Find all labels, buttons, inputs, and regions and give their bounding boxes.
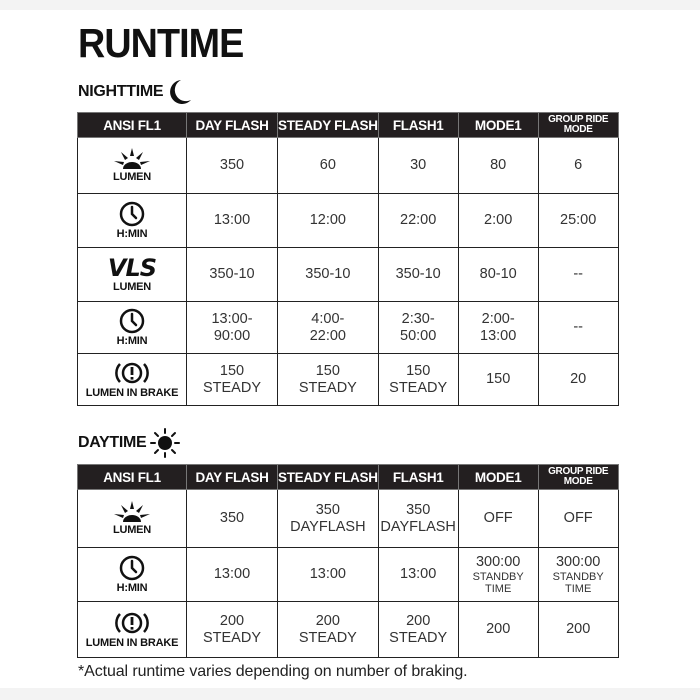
cell-value-secondary: STEADY <box>298 379 357 396</box>
clock-icon <box>119 555 145 581</box>
table-cell <box>187 548 278 602</box>
table-cell <box>187 302 278 354</box>
table-cell <box>278 548 379 602</box>
table-row <box>78 602 619 658</box>
cell-value-secondary: STEADY <box>202 629 261 646</box>
moon-icon <box>167 78 193 106</box>
cell-value: 200 <box>219 612 245 629</box>
cell-value: 60 <box>319 157 336 173</box>
cell-value-secondary: DAYFLASH <box>290 518 366 535</box>
cell-value: 25:00 <box>560 212 597 228</box>
table-header-row <box>78 465 619 490</box>
header-flash1: FLASH1 <box>378 465 458 490</box>
header-day-flash: DAY FLASH <box>187 465 278 490</box>
table-cell <box>538 548 618 602</box>
cell-value-secondary: STEADY <box>389 379 448 396</box>
cell-value-secondary: STANDBY TIME <box>472 571 524 595</box>
cell-value: 200 <box>315 612 340 629</box>
row-header-label: H:MIN <box>116 582 148 594</box>
header-ansi: ANSI FL1 <box>78 465 187 490</box>
clock-icon <box>119 201 145 227</box>
table-cell <box>458 302 538 354</box>
cell-value: -- <box>573 319 583 335</box>
cell-value: 13:00 <box>309 566 346 582</box>
header-mode1: MODE1 <box>458 113 538 138</box>
row-header-label: H:MIN <box>116 335 148 347</box>
nighttime-label: NIGHTTIME <box>78 83 164 100</box>
cell-value: 22:00 <box>400 212 437 228</box>
row-header-label: LUMEN IN BRAKE <box>85 637 179 649</box>
cell-value: 2:30- <box>401 310 435 327</box>
table-cell <box>278 602 379 658</box>
cell-value: 2:00- <box>481 310 515 327</box>
table-cell <box>538 302 618 354</box>
cell-value: 350 <box>219 510 245 526</box>
table-cell <box>378 602 458 658</box>
header-mode1: MODE1 <box>458 465 538 490</box>
cell-value: -- <box>573 266 583 282</box>
row-header-label: LUMEN <box>112 281 152 293</box>
table-cell <box>278 490 379 548</box>
table-cell <box>378 302 458 354</box>
cell-value: 150 <box>486 371 511 387</box>
table-cell <box>278 302 379 354</box>
cell-value: 80 <box>490 157 507 173</box>
table-cell <box>538 248 618 302</box>
cell-value: 350-10 <box>395 266 441 282</box>
cell-value-secondary: STEADY <box>389 629 448 646</box>
row-header <box>78 354 187 406</box>
header-group-ride-line2: MODE <box>563 124 593 135</box>
table-cell <box>538 194 618 248</box>
cell-value-secondary: STANDBY TIME <box>552 571 604 595</box>
daytime-table <box>77 464 619 658</box>
row-header-label: H:MIN <box>116 228 148 240</box>
row-header <box>78 194 187 248</box>
table-row <box>78 302 619 354</box>
cell-value-secondary: DAYFLASH <box>380 518 456 535</box>
cell-value-secondary: 90:00 <box>213 327 251 344</box>
cell-value: 350-10 <box>305 266 351 282</box>
cell-value: 2:00 <box>484 212 513 228</box>
table-cell <box>278 138 379 194</box>
cell-value: 4:00- <box>311 310 345 327</box>
header-group-ride-line1: GROUP RIDE <box>548 466 609 477</box>
cell-value: OFF <box>483 510 513 526</box>
table-cell <box>378 354 458 406</box>
cell-value: 350-10 <box>209 266 255 282</box>
row-header <box>78 302 187 354</box>
row-header-label: LUMEN <box>112 171 152 183</box>
table-cell <box>378 490 458 548</box>
table-cell <box>187 194 278 248</box>
cell-value: 200 <box>406 612 431 629</box>
cell-value: 300:00 <box>555 554 601 570</box>
cell-value: 13:00- <box>211 310 253 327</box>
row-header <box>78 490 187 548</box>
table-cell <box>538 602 618 658</box>
light-burst-icon <box>112 148 152 170</box>
header-group-ride-line1: GROUP RIDE <box>548 114 609 125</box>
header-steady-flash: STEADY FLASH <box>278 465 379 490</box>
table-cell <box>378 248 458 302</box>
light-burst-icon <box>112 501 152 523</box>
table-cell <box>187 490 278 548</box>
vls-logo-text: VLS <box>107 254 157 282</box>
row-header-label: LUMEN <box>112 524 152 536</box>
cell-value-secondary: 50:00 <box>400 327 437 344</box>
table-cell <box>378 194 458 248</box>
sun-icon <box>150 428 180 458</box>
header-day-flash: DAY FLASH <box>187 113 278 138</box>
table-header-row <box>78 113 619 138</box>
cell-value: 150 <box>219 362 245 379</box>
cell-value: 150 <box>406 362 431 379</box>
cell-value: 150 <box>315 362 340 379</box>
header-steady-flash: STEADY FLASH <box>278 113 379 138</box>
table-cell <box>458 194 538 248</box>
cell-value: OFF <box>563 510 593 526</box>
row-header <box>78 248 187 302</box>
nighttime-table <box>77 112 619 406</box>
table-cell <box>278 194 379 248</box>
row-header-content <box>78 555 186 594</box>
header-ansi: ANSI FL1 <box>78 113 187 138</box>
cell-value: 350 <box>406 501 431 518</box>
header-group-ride-mode <box>538 465 618 490</box>
row-header <box>78 548 187 602</box>
row-header <box>78 138 187 194</box>
bottom-border <box>0 688 700 700</box>
cell-value: 13:00 <box>213 212 251 228</box>
cell-value: 300:00 <box>475 554 521 570</box>
table-cell <box>458 354 538 406</box>
table-cell <box>378 138 458 194</box>
page-title: RUNTIME <box>78 20 244 66</box>
table-cell <box>378 548 458 602</box>
cell-value-secondary: STEADY <box>202 379 261 396</box>
cell-value: 200 <box>566 621 591 637</box>
cell-value: 13:00 <box>400 566 437 582</box>
top-border <box>0 0 700 10</box>
cell-value: 30 <box>410 157 427 173</box>
table-cell <box>187 138 278 194</box>
table-cell <box>538 490 618 548</box>
table-row <box>78 248 619 302</box>
table-row <box>78 194 619 248</box>
footnote: *Actual runtime varies depending on number of braking. <box>78 663 468 680</box>
table-row <box>78 490 619 548</box>
brake-icon <box>112 360 152 386</box>
row-header-content <box>78 360 186 399</box>
table-cell <box>187 248 278 302</box>
table-cell <box>458 248 538 302</box>
clock-icon <box>119 308 145 334</box>
cell-value: 200 <box>486 621 511 637</box>
table-row <box>78 354 619 406</box>
cell-value: 20 <box>570 371 587 387</box>
row-header-label: LUMEN IN BRAKE <box>85 387 179 399</box>
row-header <box>78 602 187 658</box>
table-row <box>78 138 619 194</box>
table-cell <box>538 138 618 194</box>
cell-value: 350 <box>219 157 245 173</box>
brake-icon <box>112 610 152 636</box>
cell-value: 350 <box>315 501 340 518</box>
row-header-content <box>78 148 186 183</box>
row-header-content <box>78 256 186 293</box>
cell-value-secondary: 13:00 <box>480 327 517 344</box>
table-row <box>78 548 619 602</box>
cell-value: 6 <box>574 157 583 173</box>
table-cell <box>187 602 278 658</box>
row-header-content <box>78 610 186 649</box>
header-group-ride-line2: MODE <box>563 476 593 487</box>
cell-value: 13:00 <box>213 566 251 582</box>
header-group-ride-mode <box>538 113 618 138</box>
cell-value-secondary: STEADY <box>298 629 357 646</box>
row-header-content <box>78 308 186 347</box>
table-cell <box>278 248 379 302</box>
table-cell <box>278 354 379 406</box>
row-header-content <box>78 501 186 536</box>
table-cell <box>458 490 538 548</box>
nighttime-heading <box>78 78 193 106</box>
row-header-content <box>78 201 186 240</box>
table-cell <box>458 138 538 194</box>
header-flash1: FLASH1 <box>378 113 458 138</box>
cell-value: 80-10 <box>479 266 517 282</box>
table-cell <box>187 354 278 406</box>
cell-value-secondary: 22:00 <box>309 327 346 344</box>
daytime-label: DAYTIME <box>78 434 147 451</box>
table-cell <box>458 602 538 658</box>
vls-logo-icon <box>108 256 156 280</box>
table-cell <box>538 354 618 406</box>
cell-value: 12:00 <box>309 212 346 228</box>
table-cell <box>458 548 538 602</box>
daytime-heading <box>78 428 180 458</box>
